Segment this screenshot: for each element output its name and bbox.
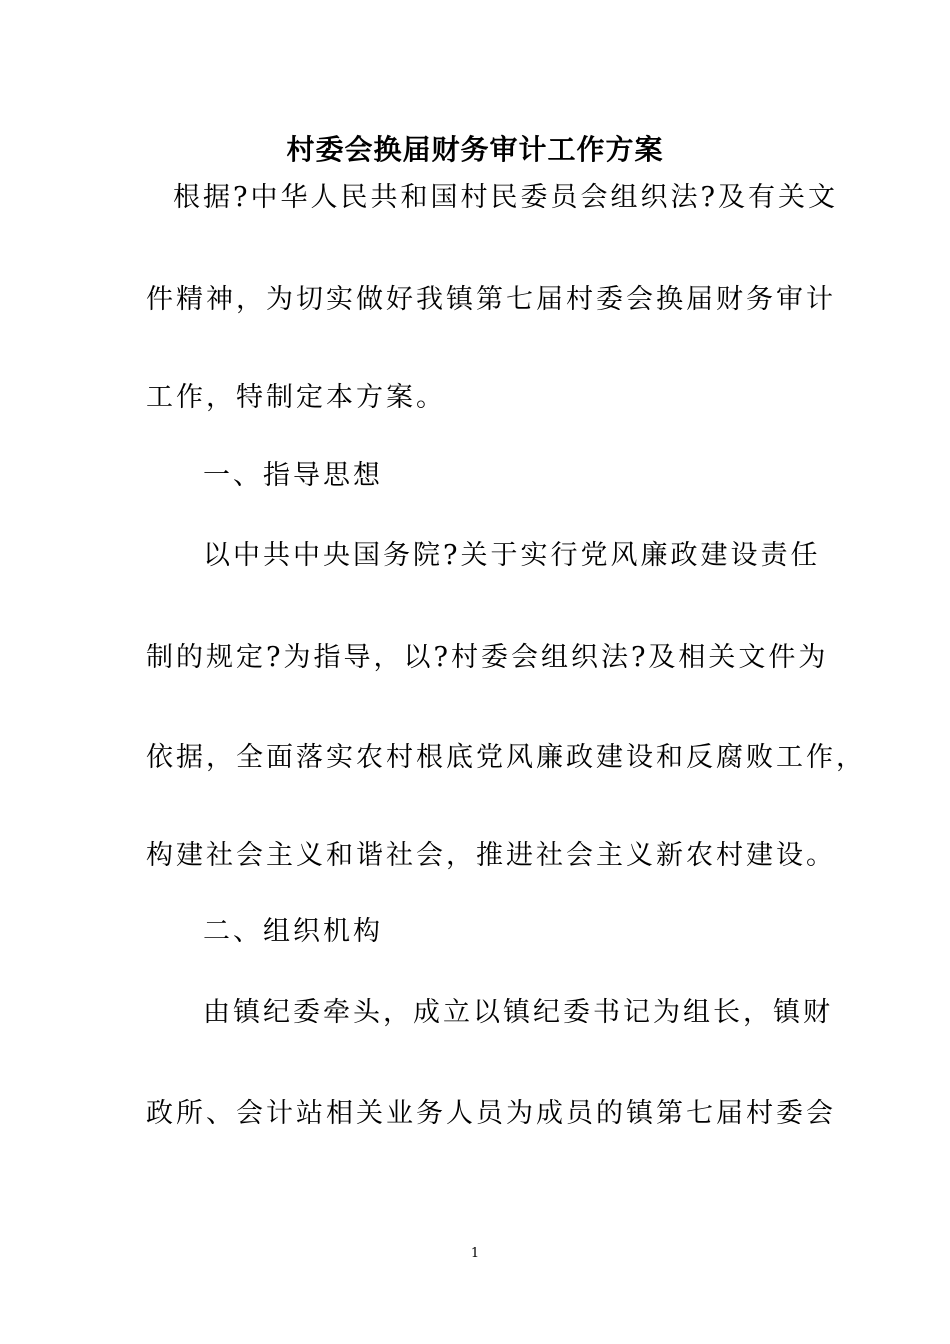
section-heading-organization: 二、组织机构 [203,916,383,947]
paragraph-line: 制的规定?为指导，以?村委会组织法?及相关文件为 [146,642,829,673]
paragraph-line: 件精神，为切实做好我镇第七届村委会换届财务审计 [146,284,836,315]
document-title: 村委会换届财务审计工作方案 [286,133,664,166]
paragraph-line: 根据?中华人民共和国村民委员会组织法?及有关文 [173,182,838,213]
section-heading-guiding-thought: 一、指导思想 [203,460,383,491]
page-number: 1 [470,1246,480,1261]
paragraph-line: 构建社会主义和谐社会，推进社会主义新农村建设。 [146,840,836,871]
paragraph-line: 工作，特制定本方案。 [146,382,446,413]
paragraph-line: 依据，全面落实农村根底党风廉政建设和反腐败工作， [146,742,866,773]
paragraph-line: 以中共中央国务院?关于实行党风廉政建设责任 [203,540,821,571]
paragraph-line: 由镇纪委牵头，成立以镇纪委书记为组长，镇财 [203,997,833,1028]
paragraph-line: 政所、会计站相关业务人员为成员的镇第七届村委会 [146,1098,836,1129]
